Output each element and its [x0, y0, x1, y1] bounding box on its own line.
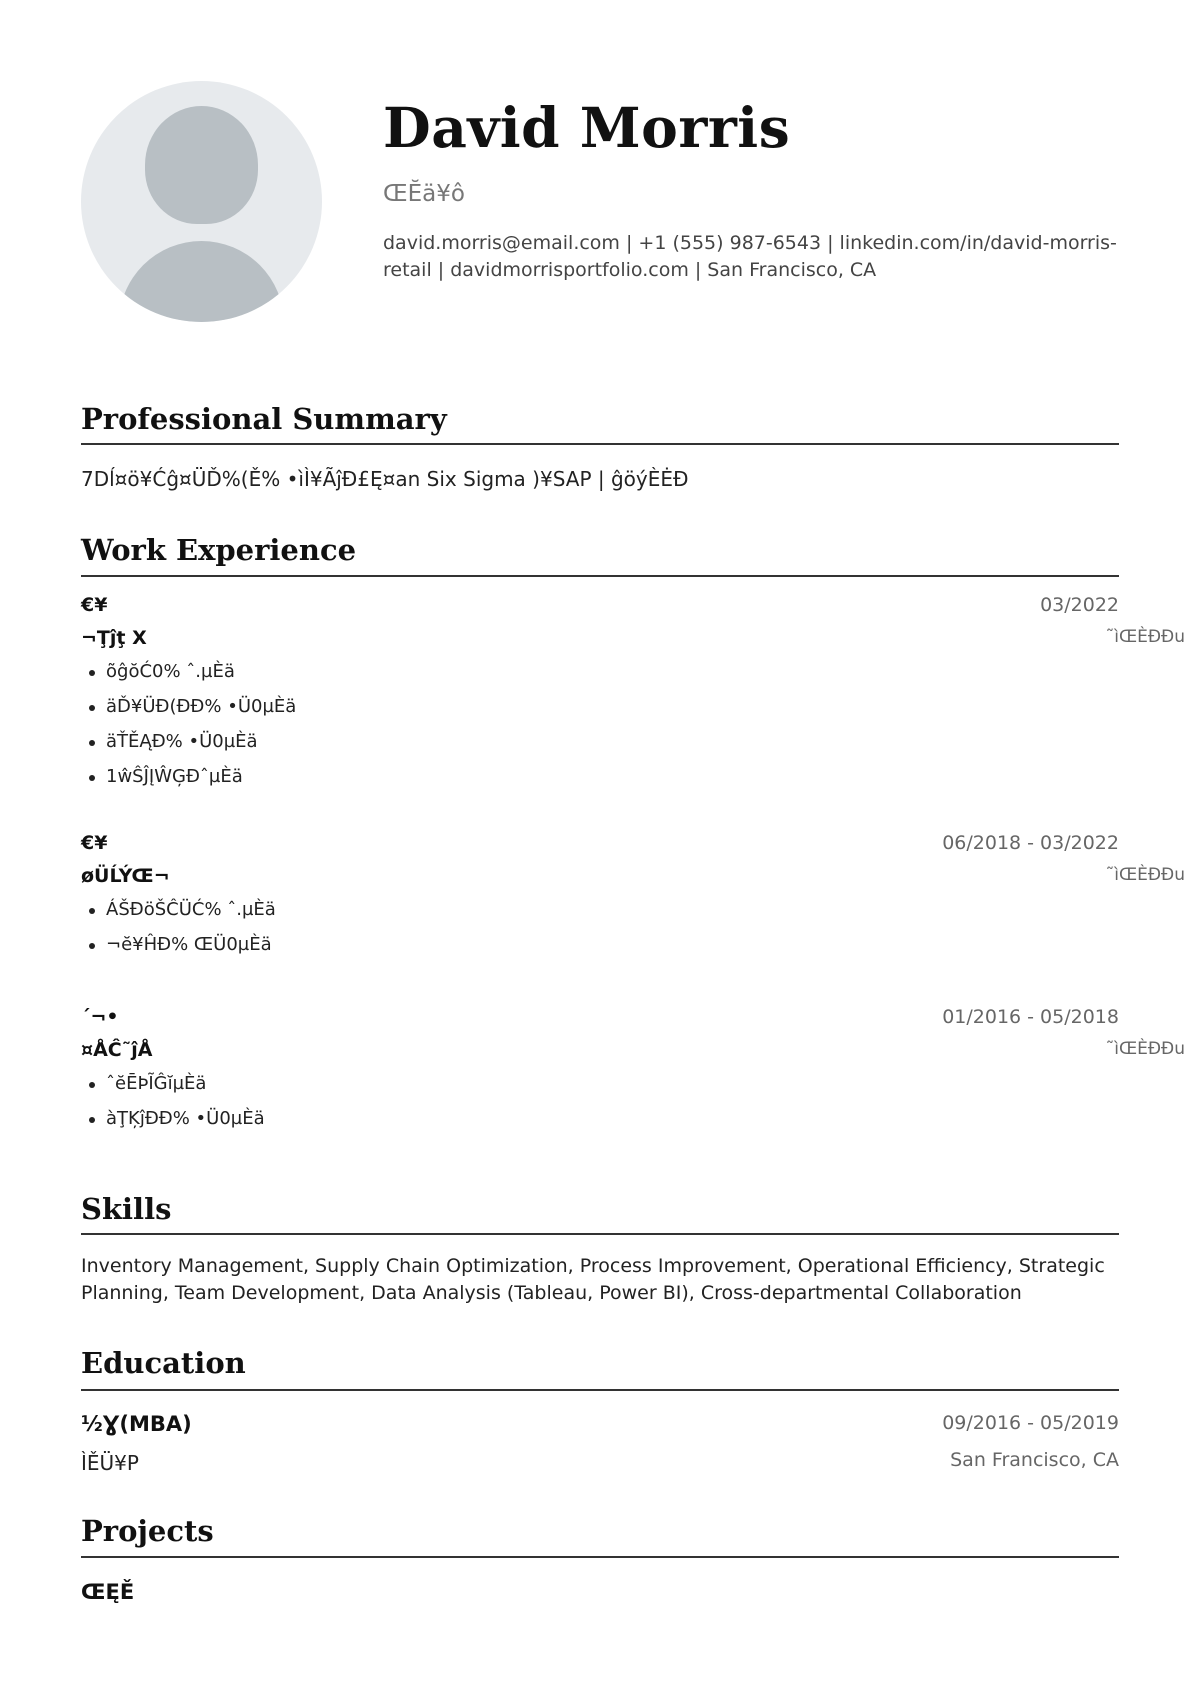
education-date: 09/2016 - 05/2019 — [942, 1412, 1119, 1434]
list-item: 1ŵŜĴĮŴĢĐˆµÈä — [81, 763, 296, 798]
job-bullets — [81, 658, 296, 798]
avatar-body-shape — [119, 241, 284, 322]
avatar-placeholder-icon — [81, 81, 322, 322]
avatar-head-shape — [145, 106, 258, 224]
contact-info: david.morris@email.com | +1 (555) 987-6543 | linkedin.com/in/david-morris-retail | davidmorrisportfolio.com | San Francisco, CA — [383, 232, 1117, 281]
list-item: ˆĕĒÞĨĜĭµÈä — [81, 1070, 265, 1105]
section-divider — [81, 1556, 1119, 1558]
job-bullets — [81, 1070, 265, 1140]
list-item: äŤĚĄĐ% •Ü0µÈä — [81, 728, 296, 763]
list-item: ¬ĕ¥ĤĐ% ŒÜ0µÈä — [81, 931, 276, 966]
job-date: 06/2018 - 03/2022 — [942, 832, 1119, 854]
section-title-summary: Professional Summary — [81, 402, 447, 436]
job-location: ˜ìŒÈÐĐu — [1105, 865, 1185, 885]
job-title: €¥ — [81, 594, 108, 616]
list-item: äĎ¥ÜĐ(ĐĐ% •Ü0µÈä — [81, 693, 296, 728]
job-date: 03/2022 — [1040, 594, 1119, 616]
job-company: øÜĹÝŒ¬ — [81, 865, 170, 887]
section-title-experience: Work Experience — [81, 533, 357, 567]
job-bullets — [81, 896, 276, 966]
job-location: ˜ìŒÈÐĐu — [1105, 627, 1185, 647]
section-divider — [81, 443, 1119, 445]
section-divider — [81, 1233, 1119, 1235]
education-location: San Francisco, CA — [950, 1449, 1119, 1471]
education-degree: ½Ɣ(MBA) — [81, 1412, 192, 1436]
job-company: ¤ÅĈ˜ĵÅ — [81, 1039, 153, 1061]
section-title-projects: Projects — [81, 1514, 214, 1548]
list-item: õĝŏĆ0% ˆ.µÈä — [81, 658, 296, 693]
section-divider — [81, 1389, 1119, 1391]
job-title: ´¬• — [81, 1006, 119, 1028]
section-divider — [81, 575, 1119, 577]
section-title-skills: Skills — [81, 1192, 172, 1226]
candidate-name: David Morris — [383, 95, 791, 160]
job-location: ˜ìŒÈÐĐu — [1105, 1039, 1185, 1059]
job-date: 01/2016 - 05/2018 — [942, 1006, 1119, 1028]
education-school: ÌĚÜ¥P — [81, 1451, 139, 1475]
list-item: àŢĶĵĐĐ% •Ü0µÈä — [81, 1105, 265, 1140]
skills-text: Inventory Management, Supply Chain Optimization, Process Improvement, Operational Efficiency, Strategic Planning, Team Development, Data Analysis (Tableau, Power BI), Cross-departmental Collaboration — [81, 1255, 1105, 1304]
section-title-education: Education — [81, 1346, 246, 1380]
job-company: ¬Ţĵţ X — [81, 627, 147, 649]
list-item: ÁŠĐöŠĈÜĆ% ˆ.µÈä — [81, 896, 276, 931]
summary-text: 7Dĺ¤ö¥Ćĝ¤ÜĎ%(Ě% •ìÌ¥ÃĵÐ£Ę¤an Six Sigma )¥SAP | ĝöýÈĖÐ — [81, 467, 689, 491]
project-title: ŒĘĚ — [81, 1580, 135, 1604]
job-title: €¥ — [81, 832, 108, 854]
candidate-subtitle: ŒĔä¥ô — [383, 181, 465, 207]
